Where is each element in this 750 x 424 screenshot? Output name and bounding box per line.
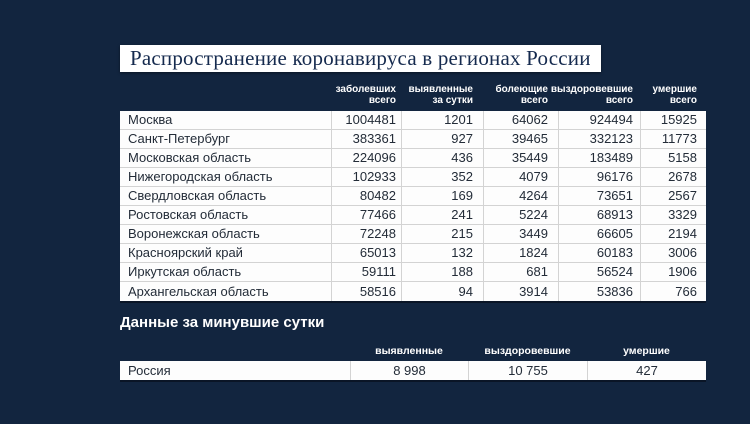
column-header xyxy=(331,83,401,108)
value-cell: 39465 xyxy=(483,130,558,148)
table-row xyxy=(120,225,706,244)
value-cell: 5158 xyxy=(640,149,706,167)
value-cell: 241 xyxy=(401,206,483,224)
value-cell: 1906 xyxy=(640,263,706,281)
table-row xyxy=(120,149,706,168)
value-cell: 3329 xyxy=(640,206,706,224)
value-cell: 4264 xyxy=(483,187,558,205)
value-cell: 4079 xyxy=(483,168,558,186)
value-cell: 3449 xyxy=(483,225,558,243)
daily-table-header-row xyxy=(120,345,706,357)
value-cell: 102933 xyxy=(331,168,401,186)
value-cell: 65013 xyxy=(331,244,401,262)
column-header xyxy=(640,83,706,108)
table-row xyxy=(120,168,706,187)
column-header-line: всего xyxy=(669,95,697,106)
value-cell: 66605 xyxy=(558,225,640,243)
region-cell: Нижегородская область xyxy=(128,169,273,184)
value-cell: 60183 xyxy=(558,244,640,262)
country-column-header-spacer xyxy=(120,345,350,357)
value-cell: 188 xyxy=(401,263,483,281)
value-cell: 1201 xyxy=(401,111,483,129)
value-cell: 215 xyxy=(401,225,483,243)
value-cell: 2567 xyxy=(640,187,706,205)
column-header-line: выздоровевшие xyxy=(550,84,633,95)
table-row xyxy=(120,244,706,263)
value-cell: 766 xyxy=(640,282,706,301)
value-cell: 3914 xyxy=(483,282,558,301)
column-header xyxy=(483,83,558,108)
table-row xyxy=(120,282,706,301)
region-cell: Воронежская область xyxy=(128,226,260,241)
page-title: Распространение коронавируса в регионах России xyxy=(120,45,601,72)
column-header: умершие xyxy=(623,345,670,357)
value-cell: 72248 xyxy=(331,225,401,243)
value-cell: 224096 xyxy=(331,149,401,167)
main-table xyxy=(120,111,706,303)
value-cell: 1824 xyxy=(483,244,558,262)
column-header-line: заболевших xyxy=(335,84,396,95)
value-cell: 10 755 xyxy=(468,361,587,380)
daily-data-label: Данные за минувшие сутки xyxy=(120,314,325,331)
daily-table xyxy=(120,361,706,382)
value-cell: 436 xyxy=(401,149,483,167)
value-cell: 383361 xyxy=(331,130,401,148)
value-cell: 352 xyxy=(401,168,483,186)
table-row xyxy=(120,361,706,380)
value-cell: 427 xyxy=(587,361,706,380)
column-header xyxy=(550,83,640,108)
value-cell: 169 xyxy=(401,187,483,205)
table-row xyxy=(120,111,706,130)
column-header-line: выявленные xyxy=(408,84,473,95)
column-header-line: болеющие xyxy=(495,84,548,95)
column-header: выздоровевшие xyxy=(484,345,571,357)
value-cell: 927 xyxy=(401,130,483,148)
value-cell: 2194 xyxy=(640,225,706,243)
region-cell: Архангельская область xyxy=(128,284,269,299)
region-cell: Свердловская область xyxy=(128,188,267,203)
value-cell: 332123 xyxy=(558,130,640,148)
value-cell: 11773 xyxy=(640,130,706,148)
column-header-line: всего xyxy=(368,95,396,106)
value-cell: 132 xyxy=(401,244,483,262)
value-cell: 53836 xyxy=(558,282,640,301)
value-cell: 1004481 xyxy=(331,111,401,129)
column-header-line: всего xyxy=(520,95,548,106)
value-cell: 5224 xyxy=(483,206,558,224)
region-cell: Москва xyxy=(128,112,173,127)
main-table-header-row xyxy=(120,83,706,108)
value-cell: 94 xyxy=(401,282,483,301)
region-cell: Иркутская область xyxy=(128,264,242,279)
value-cell: 59111 xyxy=(331,263,401,281)
column-header-line: за сутки xyxy=(432,95,473,106)
value-cell: 56524 xyxy=(558,263,640,281)
value-cell: 681 xyxy=(483,263,558,281)
country-cell: Россия xyxy=(128,363,171,378)
region-cell: Московская область xyxy=(128,150,252,165)
region-cell: Санкт-Петербург xyxy=(128,131,230,146)
value-cell: 3006 xyxy=(640,244,706,262)
value-cell: 8 998 xyxy=(350,361,468,380)
value-cell: 73651 xyxy=(558,187,640,205)
value-cell: 58516 xyxy=(331,282,401,301)
table-row xyxy=(120,263,706,282)
value-cell: 77466 xyxy=(331,206,401,224)
column-header: выявленные xyxy=(375,345,443,357)
value-cell: 96176 xyxy=(558,168,640,186)
value-cell: 15925 xyxy=(640,111,706,129)
region-column-header-spacer xyxy=(120,83,331,108)
region-cell: Красноярский край xyxy=(128,245,243,260)
column-header xyxy=(401,83,483,108)
value-cell: 64062 xyxy=(483,111,558,129)
column-header-line: умершие xyxy=(652,84,697,95)
table-row xyxy=(120,187,706,206)
value-cell: 183489 xyxy=(558,149,640,167)
value-cell: 68913 xyxy=(558,206,640,224)
value-cell: 80482 xyxy=(331,187,401,205)
value-cell: 2678 xyxy=(640,168,706,186)
region-cell: Ростовская область xyxy=(128,207,249,222)
value-cell: 35449 xyxy=(483,149,558,167)
table-row xyxy=(120,130,706,149)
column-header-line: всего xyxy=(605,95,633,106)
table-row xyxy=(120,206,706,225)
value-cell: 924494 xyxy=(558,111,640,129)
